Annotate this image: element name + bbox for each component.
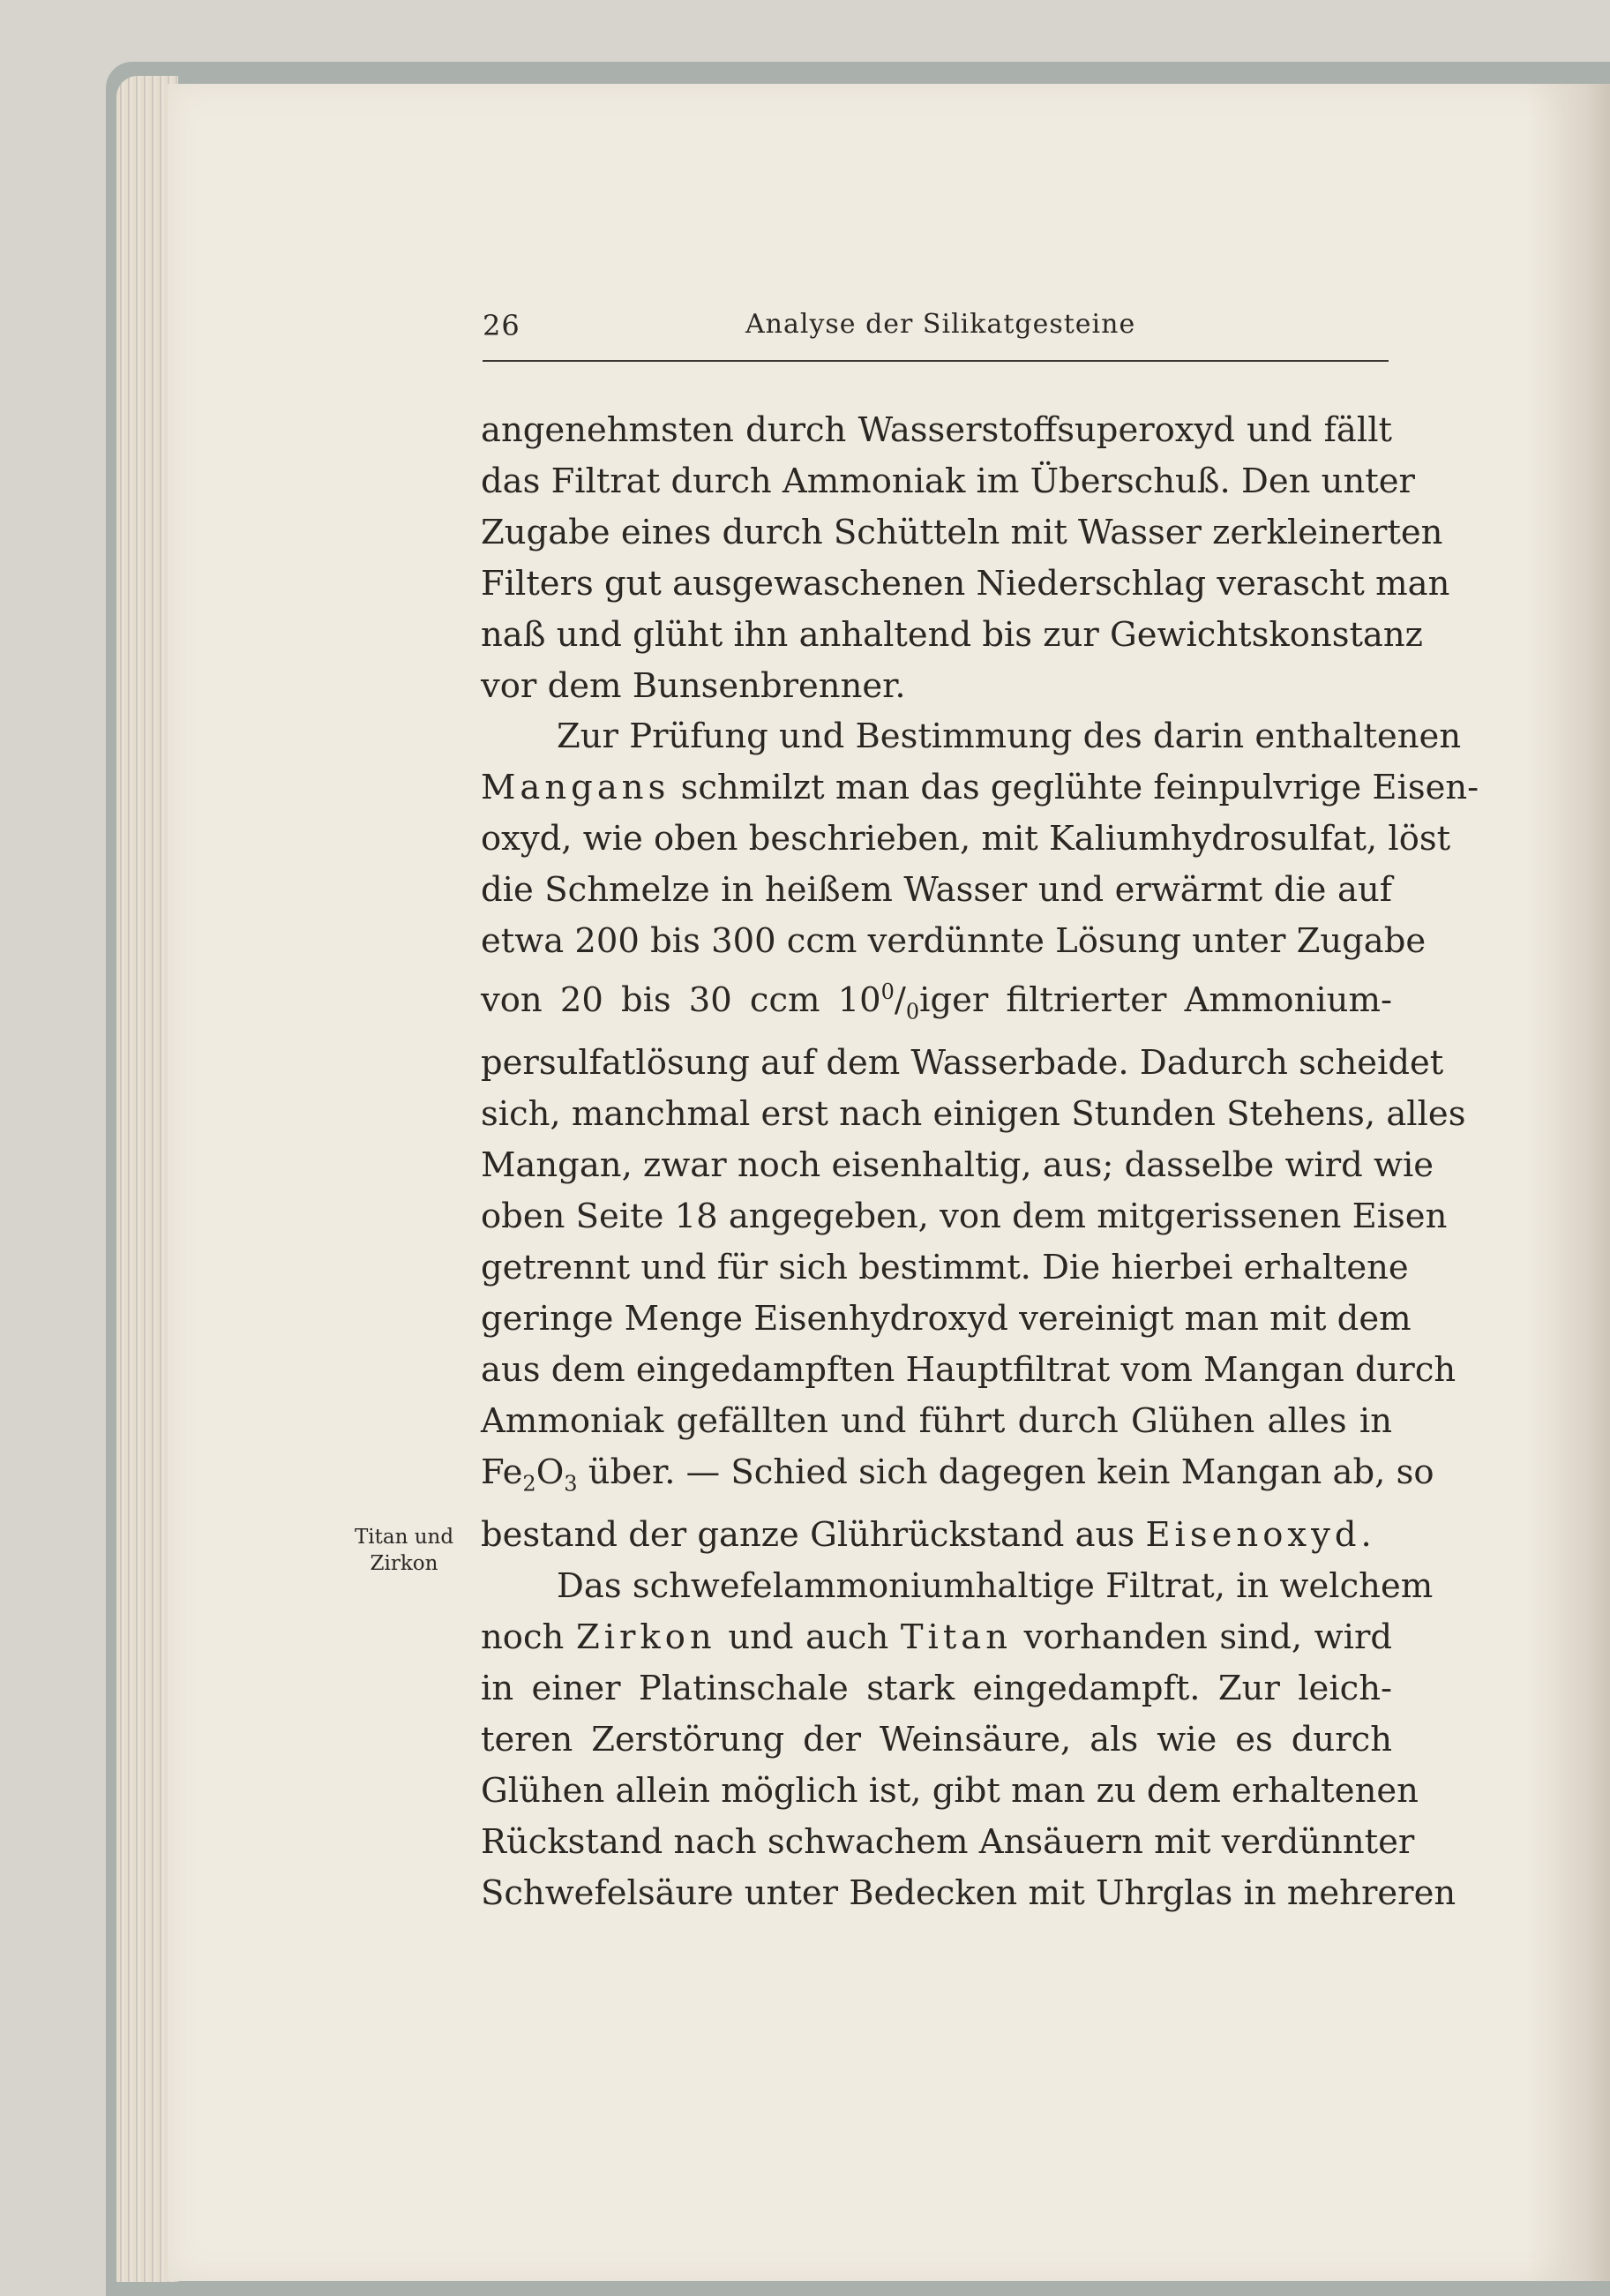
body-text <box>481 405 1479 1918</box>
spaced-word: Eisenoxyd. <box>1145 1515 1376 1556</box>
text-line: getrennt und für sich bestimmt. Die hierbei erhaltene <box>481 1248 1409 1288</box>
text-fragment: über. — Schied sich dagegen kein Mangan ab, so <box>588 1452 1434 1492</box>
text-line: teren Zerstörung der Weinsäure, als wie es durch <box>481 1719 1392 1760</box>
text-line: Ammoniak gefällten und führt durch Glühen alles in <box>481 1400 1392 1441</box>
text-fragment: schmilzt man das geglühte feinpulvrige Eisen- <box>680 768 1479 808</box>
text-line: die Schmelze in heißem Wasser und erwärmt die auf <box>481 870 1392 911</box>
superscript: 0 <box>880 979 895 1004</box>
subscript: 2 <box>522 1471 536 1497</box>
text-fragment: iger filtrierter Ammonium- <box>919 979 1392 1020</box>
formula-fe: Fe <box>481 1452 523 1492</box>
text-line <box>481 1447 1434 1511</box>
page-number: 26 <box>483 309 520 342</box>
spaced-word: Titan <box>900 1617 1013 1658</box>
text-line <box>481 1510 1392 1561</box>
text-line: das Filtrat durch Ammoniak im Überschuß. Den unter <box>481 461 1415 501</box>
text-fragment: vorhanden sind, wird <box>1023 1617 1392 1658</box>
text-fragment: noch <box>481 1617 565 1658</box>
text-fragment: / <box>894 979 906 1020</box>
text-line: Zur Prüfung und Bestimmung des darin enthaltenen <box>557 717 1462 757</box>
text-line: Rückstand nach schwachem Ansäuern mit verdünnter <box>481 1821 1415 1862</box>
spaced-word: Zirkon <box>575 1617 716 1658</box>
text-fragment: bestand der ganze Glührückstand aus <box>481 1515 1135 1556</box>
text-line: in einer Platinschale stark eingedampft. Zur leich- <box>481 1668 1392 1708</box>
text-line: sich, manchmal erst nach einigen Stunden Stehens, alles <box>481 1094 1466 1135</box>
formula-o: O <box>535 1452 565 1492</box>
page-header <box>483 309 1389 362</box>
text-line: geringe Menge Eisenhydroxyd vereinigt man mit dem <box>481 1298 1412 1339</box>
text-fragment: und auch <box>728 1617 889 1658</box>
text-line: persulfatlösung auf dem Wasserbade. Dadurch scheidet <box>481 1043 1444 1084</box>
text-line: oxyd, wie oben beschrieben, mit Kaliumhydrosulfat, löst <box>481 819 1451 859</box>
subscript: 3 <box>564 1471 578 1497</box>
text-line: etwa 200 bis 300 ccm verdünnte Lösung unter Zugabe <box>481 921 1427 962</box>
margin-note <box>342 1524 466 1577</box>
text-fragment: von 20 bis 30 ccm 10 <box>481 979 881 1020</box>
margin-note-line: Titan und <box>354 1526 454 1549</box>
text-line: Das schwefelammoniumhaltige Filtrat, in welchem <box>557 1566 1434 1607</box>
text-line: Glühen allein möglich ist, gibt man zu dem erhaltenen <box>481 1770 1419 1811</box>
text-line: Mangan, zwar noch eisenhaltig, aus; dasselbe wird wie <box>481 1145 1434 1186</box>
margin-note-line: Zirkon <box>370 1552 438 1575</box>
text-line: Filters gut ausgewaschenen Niederschlag verascht man <box>481 563 1450 604</box>
text-line: Zugabe eines durch Schütteln mit Wasser zerkleinerten <box>481 512 1443 552</box>
text-line: Schwefelsäure unter Bedecken mit Uhrglas in mehreren <box>481 1872 1456 1913</box>
text-line <box>481 1612 1392 1663</box>
page-gutter-shadow <box>1526 84 1610 2281</box>
text-line: vor dem Bunsenbrenner. <box>481 665 906 706</box>
text-line: aus dem eingedampften Hauptfiltrat vom Mangan durch <box>481 1349 1456 1390</box>
text-line: oben Seite 18 angegeben, von dem mitgerissenen Eisen <box>481 1197 1448 1237</box>
spaced-word: Mangans <box>481 768 670 808</box>
subscript: 0 <box>905 999 920 1024</box>
running-title: Analyse der Silikatgesteine <box>745 309 1136 340</box>
text-line: angenehmsten durch Wasserstoffsuperoxyd und fällt <box>481 410 1392 450</box>
text-line: naß und glüht ihn anhaltend bis zur Gewichtskonstanz <box>481 614 1423 655</box>
text-line <box>481 762 1479 814</box>
text-line <box>481 967 1392 1038</box>
